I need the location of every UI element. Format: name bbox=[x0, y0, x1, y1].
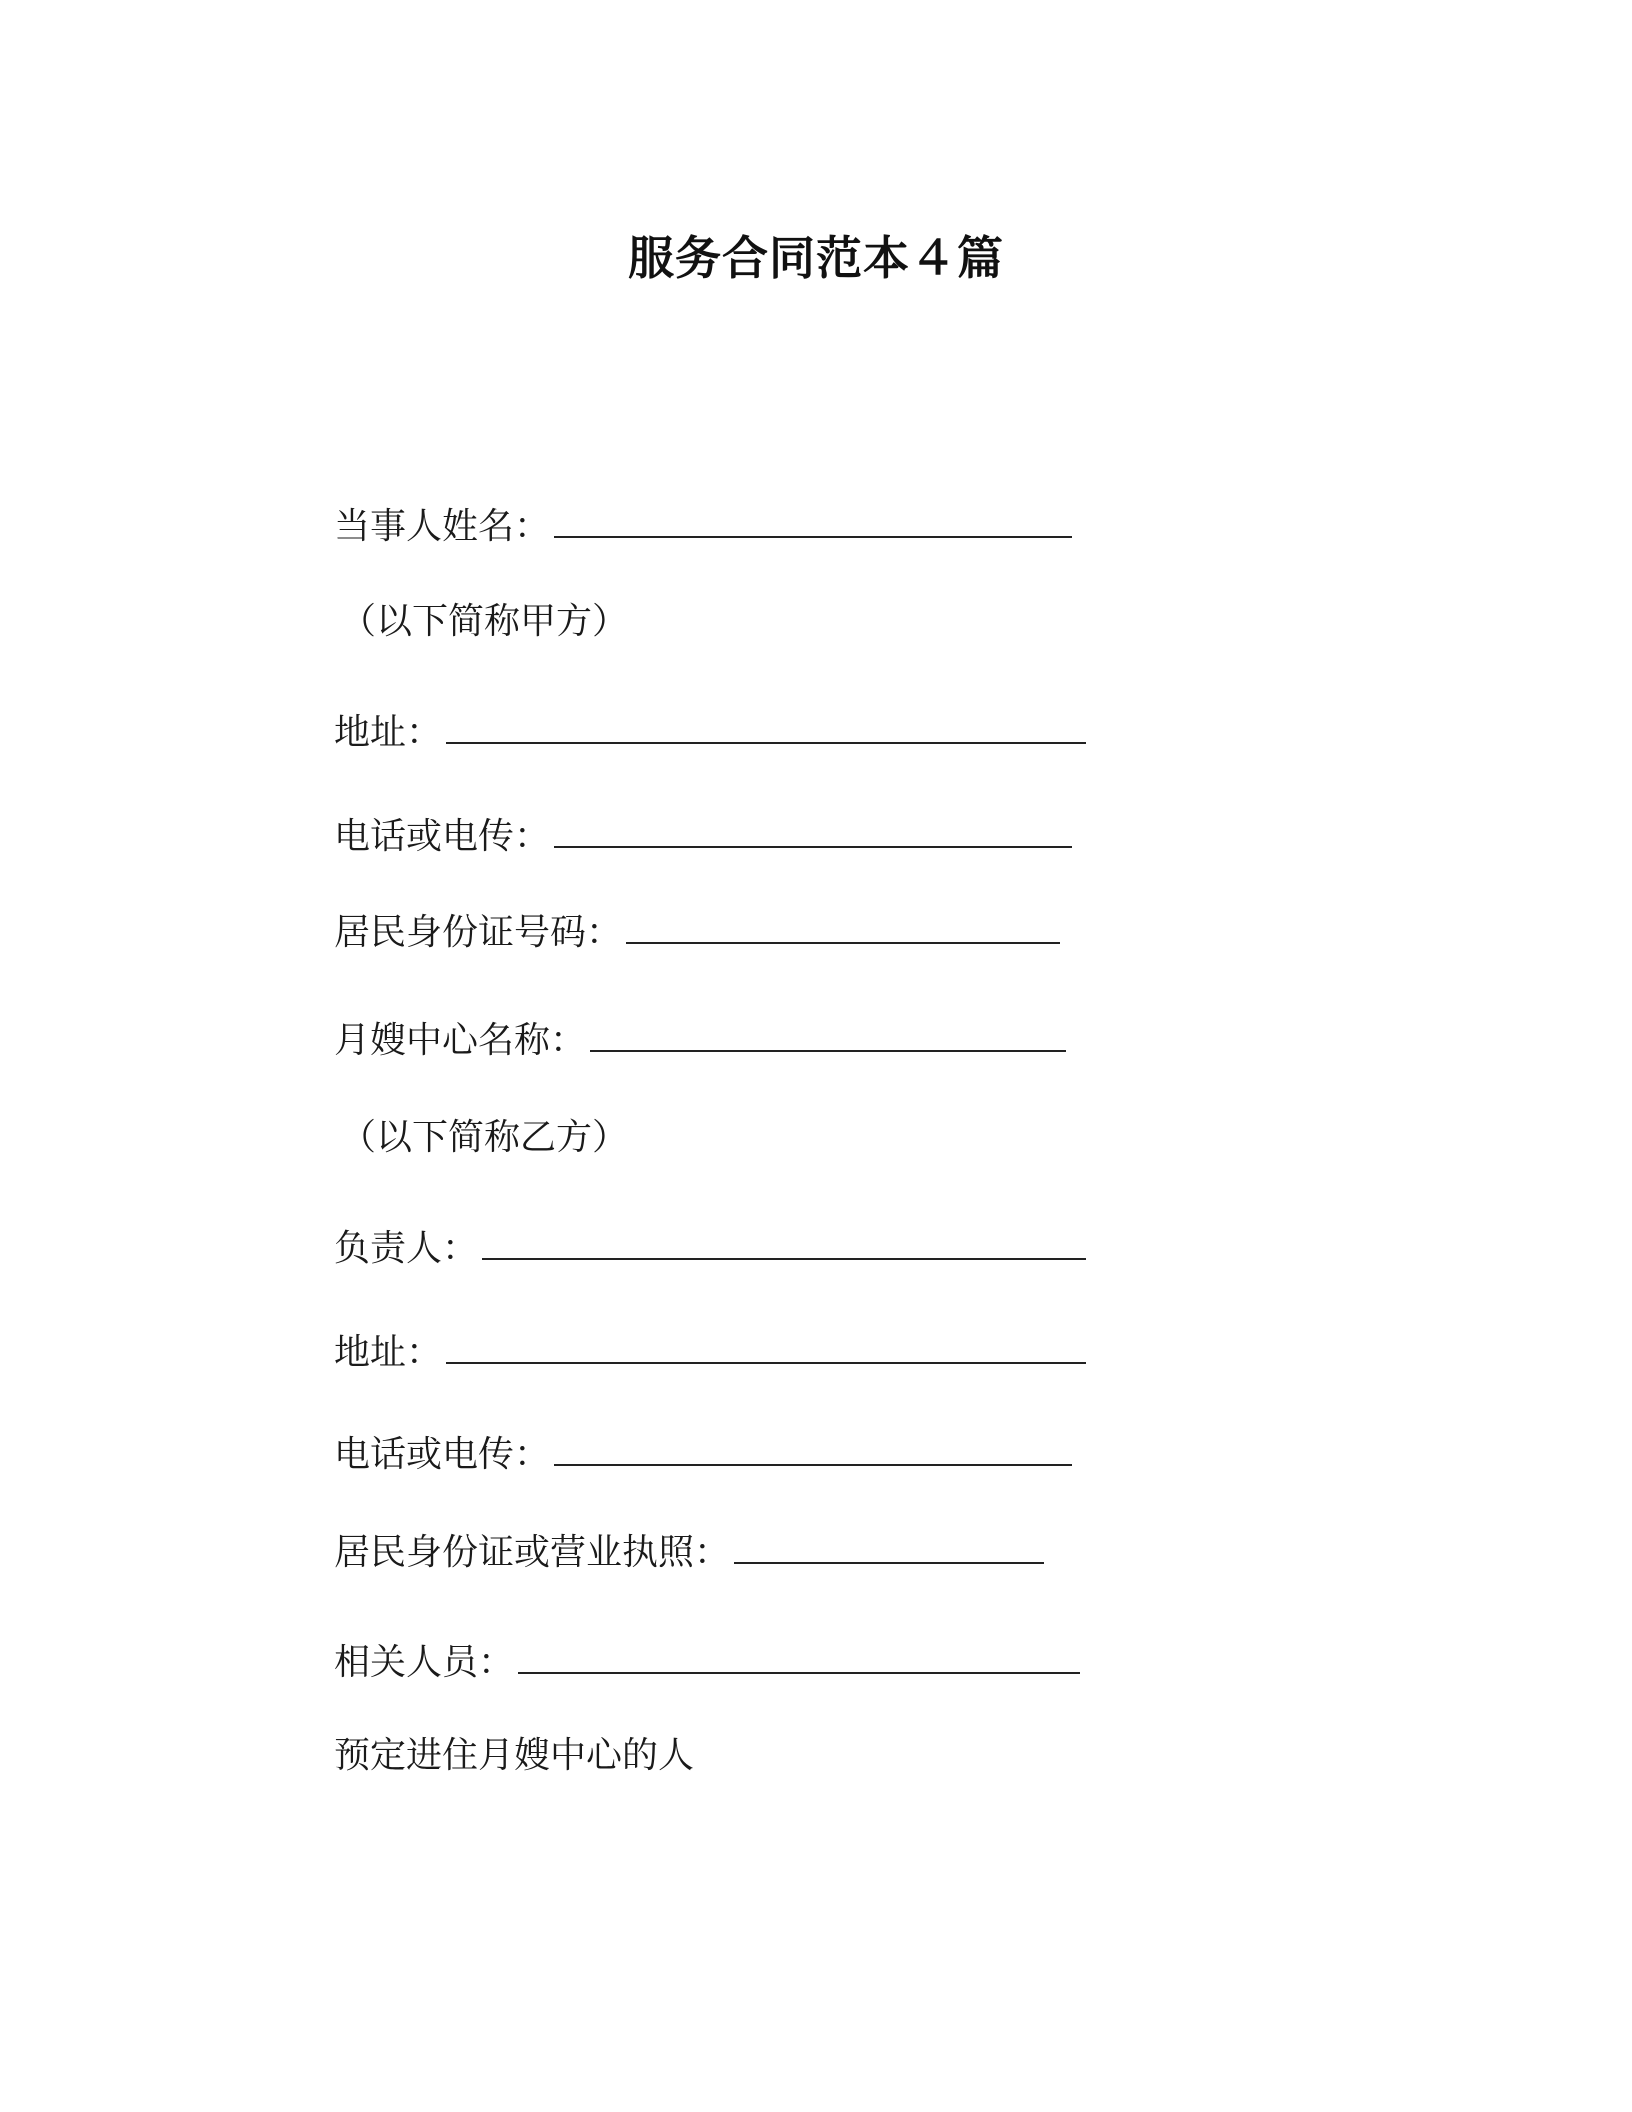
party-b-phone-blank[interactable] bbox=[554, 1428, 1072, 1466]
party-a-phone-blank[interactable] bbox=[554, 810, 1072, 848]
party-b-address-blank[interactable] bbox=[446, 1326, 1086, 1364]
party-b-license-row bbox=[334, 1526, 1044, 1577]
related-persons-label: 相关人员： bbox=[334, 1642, 515, 1683]
party-a-phone-label: 电话或电传： bbox=[334, 816, 551, 857]
party-a-phone-row bbox=[334, 810, 1072, 861]
document-title: 服务合同范本４篇 bbox=[628, 231, 1004, 285]
party-b-address-row bbox=[334, 1326, 1086, 1377]
party-b-manager-label: 负责人： bbox=[334, 1228, 479, 1269]
party-b-phone-label: 电话或电传： bbox=[334, 1434, 551, 1475]
party-b-phone-row bbox=[334, 1428, 1072, 1479]
party-b-center-blank[interactable] bbox=[590, 1014, 1066, 1052]
related-persons-row bbox=[334, 1636, 1080, 1687]
party-b-manager-row bbox=[334, 1222, 1086, 1273]
party-b-manager-blank[interactable] bbox=[482, 1222, 1086, 1260]
party-a-address-blank[interactable] bbox=[446, 706, 1086, 744]
party-a-address-row bbox=[334, 706, 1086, 757]
related-persons-note: 预定进住月嫂中心的人 bbox=[334, 1735, 695, 1776]
related-persons-blank[interactable] bbox=[518, 1636, 1080, 1674]
party-a-address-label: 地址： bbox=[334, 712, 443, 753]
party-a-id-blank[interactable] bbox=[626, 906, 1060, 944]
party-a-id-label: 居民身份证号码： bbox=[334, 912, 623, 953]
party-a-name-blank[interactable] bbox=[554, 500, 1072, 538]
party-b-center-label: 月嫂中心名称： bbox=[334, 1020, 587, 1061]
party-b-license-label: 居民身份证或营业执照： bbox=[334, 1532, 731, 1573]
party-b-license-blank[interactable] bbox=[734, 1526, 1044, 1564]
party-a-name-label: 当事人姓名： bbox=[334, 506, 551, 547]
party-b-center-row bbox=[334, 1014, 1066, 1065]
party-b-alias: （以下简称乙方） bbox=[340, 1117, 629, 1158]
party-b-address-label: 地址： bbox=[334, 1332, 443, 1373]
party-a-name-row bbox=[334, 500, 1072, 551]
party-a-id-row bbox=[334, 906, 1060, 957]
party-a-alias: （以下简称甲方） bbox=[340, 601, 629, 642]
